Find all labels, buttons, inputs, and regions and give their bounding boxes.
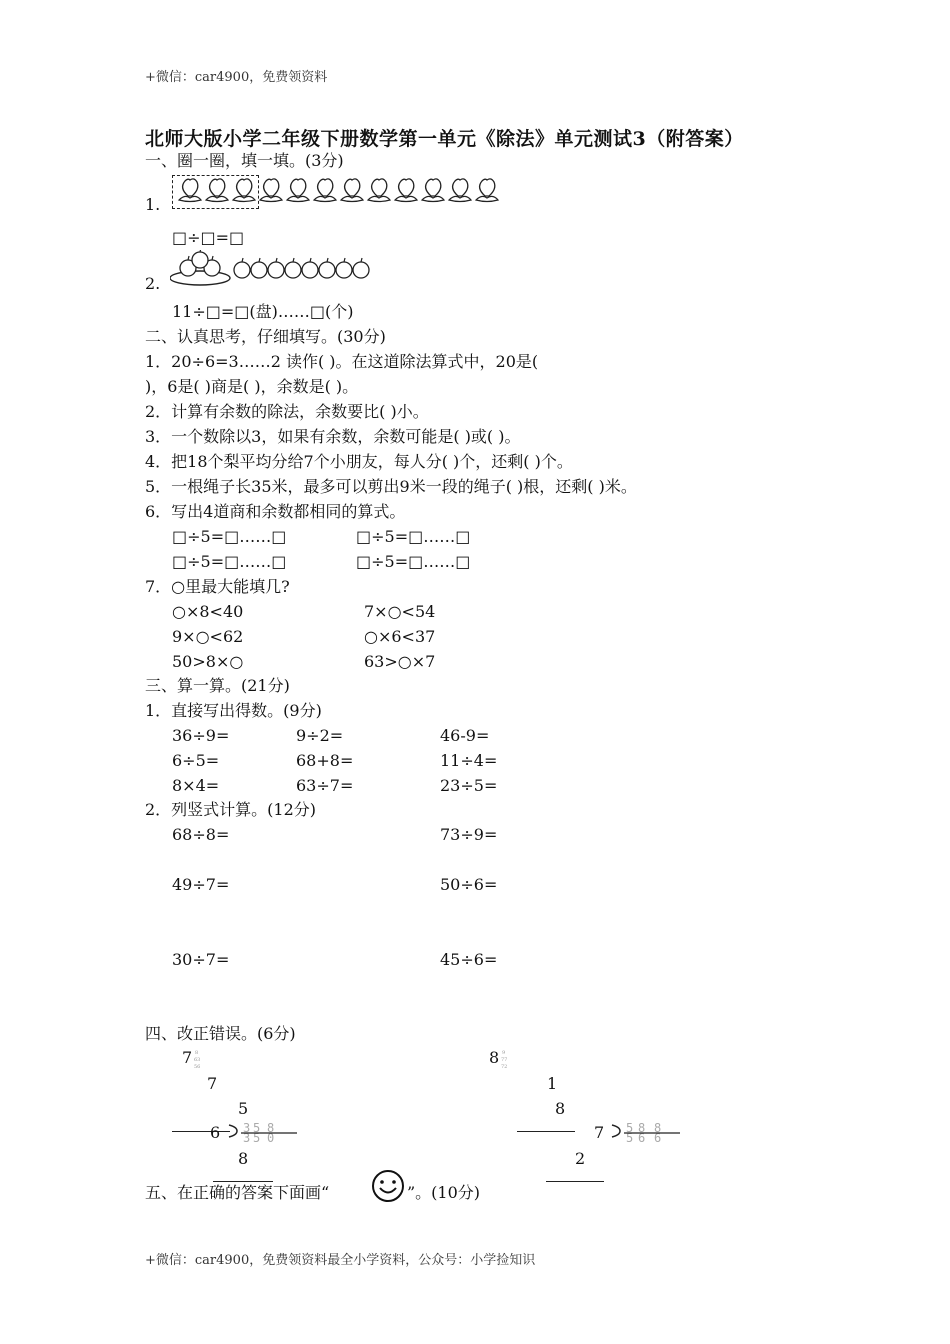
peach-icon [314,179,336,202]
err-left-digit-1: 7 [207,1074,218,1093]
q6-row-2-b: □÷5=□……□ [356,552,471,571]
s2-line-1: 1．20÷6=3……2 读作( )。在这道除法算式中，20是( [145,352,539,371]
vert-2-b: 50÷6= [440,875,498,894]
err-right-underline-1 [517,1131,575,1132]
svg-text:8: 8 [638,1121,646,1135]
peach-icon [368,179,390,202]
calc-2-2: 68+8= [296,751,354,770]
calc-3-3: 23÷5= [440,776,498,795]
err-left-digit-3: 6 [210,1123,221,1142]
q1-number: 1. [145,195,161,214]
s2-line-3: 2．计算有余数的除法，余数要比( )小。 [145,402,429,421]
err-right-digit-1: 1 [547,1074,558,1093]
peach-icon [422,179,444,202]
err-left-quotient: 7 [182,1048,193,1067]
svg-text:8: 8 [654,1121,662,1135]
q7-row-1-b: 7×○<54 [364,602,436,621]
peach-icon [260,179,282,202]
s2-line-4: 3．一个数除以3，如果有余数，余数可能是( )或( )。 [145,427,521,446]
err-left-underline-2 [213,1181,273,1182]
apple-illustration [170,250,390,290]
apple-icon [268,258,284,278]
svg-text:56: 56 [194,1064,201,1069]
err-right-bracket-graphic [610,1121,682,1143]
svg-text:63: 63 [194,1057,201,1063]
calc-1-1: 36÷9= [172,726,230,745]
err-right-digit-3: 7 [594,1123,605,1142]
q1-formula: □÷□=□ [172,228,245,247]
calc-3-2: 63÷7= [296,776,354,795]
svg-text:5: 5 [253,1121,261,1135]
apple-icon [234,258,250,278]
vert-3-b: 45÷6= [440,950,498,969]
peach-icon [476,179,498,202]
calc-3-1: 8×4= [172,776,220,795]
q6-row-1-b: □÷5=□……□ [356,527,471,546]
section-3-heading: 三、算一算。(21分) [145,676,290,695]
q6-row-2-a: □÷5=□……□ [172,552,287,571]
err-right-quotient: 8 [489,1048,500,1067]
apple-icon [285,258,301,278]
section-2-heading: 二、认真思考，仔细填写。(30分) [145,327,386,346]
q7-row-3-b: 63>○×7 [364,652,436,671]
svg-text:6: 6 [654,1131,662,1143]
q7-row-3-a: 50>8×○ [172,652,244,671]
apple-icon [319,258,335,278]
s2-line-2: )，6是( )商是( )，余数是( )。 [145,377,359,396]
vert-1-a: 68÷8= [172,825,230,844]
calc-2-1: 6÷5= [172,751,220,770]
dashed-circle-group [172,175,259,209]
err-left-bracket-graphic [227,1121,299,1143]
err-left-underline-1 [172,1131,230,1132]
svg-text:5: 5 [253,1131,261,1143]
svg-text:3: 3 [243,1121,251,1135]
svg-text:6: 6 [638,1131,646,1143]
section-5-heading-a: 五、在正确的答案下面画“ [145,1183,330,1202]
peach-icon [449,179,471,202]
apple-icon [353,258,369,278]
svg-text:77: 77 [501,1057,508,1063]
svg-text:8: 8 [267,1121,275,1135]
peach-icon [287,179,309,202]
err-left-small-marks [193,1047,205,1069]
calc-1-3: 46-9= [440,726,490,745]
apple-icon [302,258,318,278]
section-1-heading: 一、圈一圈，填一填。(3分) [145,151,344,170]
peach-icon [341,179,363,202]
apple-icon [336,258,352,278]
calc-2-3: 11÷4= [440,751,498,770]
q7-row-2-a: 9×○<62 [172,627,244,646]
section-5-heading-b: ”。(10分) [407,1183,481,1202]
s2-line-5: 4．把18个梨平均分给7个小朋友，每人分( )个，还剩( )个。 [145,452,573,471]
svg-text:5: 5 [626,1131,634,1143]
page-title: 北师大版小学二年级下册数学第一单元《除法》单元测试3（附答案） [145,128,744,150]
err-right-small-marks [500,1047,512,1069]
vert-2-a: 49÷7= [172,875,230,894]
q7-row-1-a: ○×8<40 [172,602,244,621]
smiley-face-icon [370,1168,406,1204]
s2-line-6: 5．一根绳子长35米，最多可以剪出9米一段的绳子( )根，还剩( )米。 [145,477,637,496]
q2-number: 2. [145,274,161,293]
q7-row-2-b: ○×6<37 [364,627,436,646]
svg-text:3: 3 [243,1131,251,1143]
q2-formula: 11÷□=□(盘)……□(个) [172,302,354,321]
svg-text:9: 9 [502,1050,506,1056]
err-right-digit-2: 8 [555,1099,566,1118]
s3-sub-2: 2．列竖式计算。(12分) [145,800,317,819]
vert-1-b: 73÷9= [440,825,498,844]
calc-1-2: 9÷2= [296,726,344,745]
header-watermark: +微信：car4900，免费领资料 [145,70,328,85]
err-left-digit-2: 5 [238,1099,249,1118]
err-right-digit-4: 2 [575,1149,586,1168]
section-4-heading: 四、改正错误。(6分) [145,1024,296,1043]
peach-icon [395,179,417,202]
s2-line-7: 6．写出4道商和余数都相同的算式。 [145,502,406,521]
svg-text:5: 5 [626,1121,634,1135]
err-right-underline-2 [546,1181,604,1182]
q6-row-1-a: □÷5=□……□ [172,527,287,546]
svg-text:8: 8 [195,1050,199,1056]
apple-icon [251,258,267,278]
plate-icon [170,271,230,285]
apple-icon [192,250,208,268]
svg-text:0: 0 [267,1131,275,1143]
err-left-digit-4: 8 [238,1149,249,1168]
svg-text:72: 72 [501,1064,508,1069]
vert-3-a: 30÷7= [172,950,230,969]
q7-title: 7．○里最大能填几? [145,577,290,596]
footer-watermark: +微信：car4900，免费领资料最全小学资料，公众号：小学捡知识 [145,1253,536,1268]
s3-sub-1: 1．直接写出得数。(9分) [145,701,322,720]
